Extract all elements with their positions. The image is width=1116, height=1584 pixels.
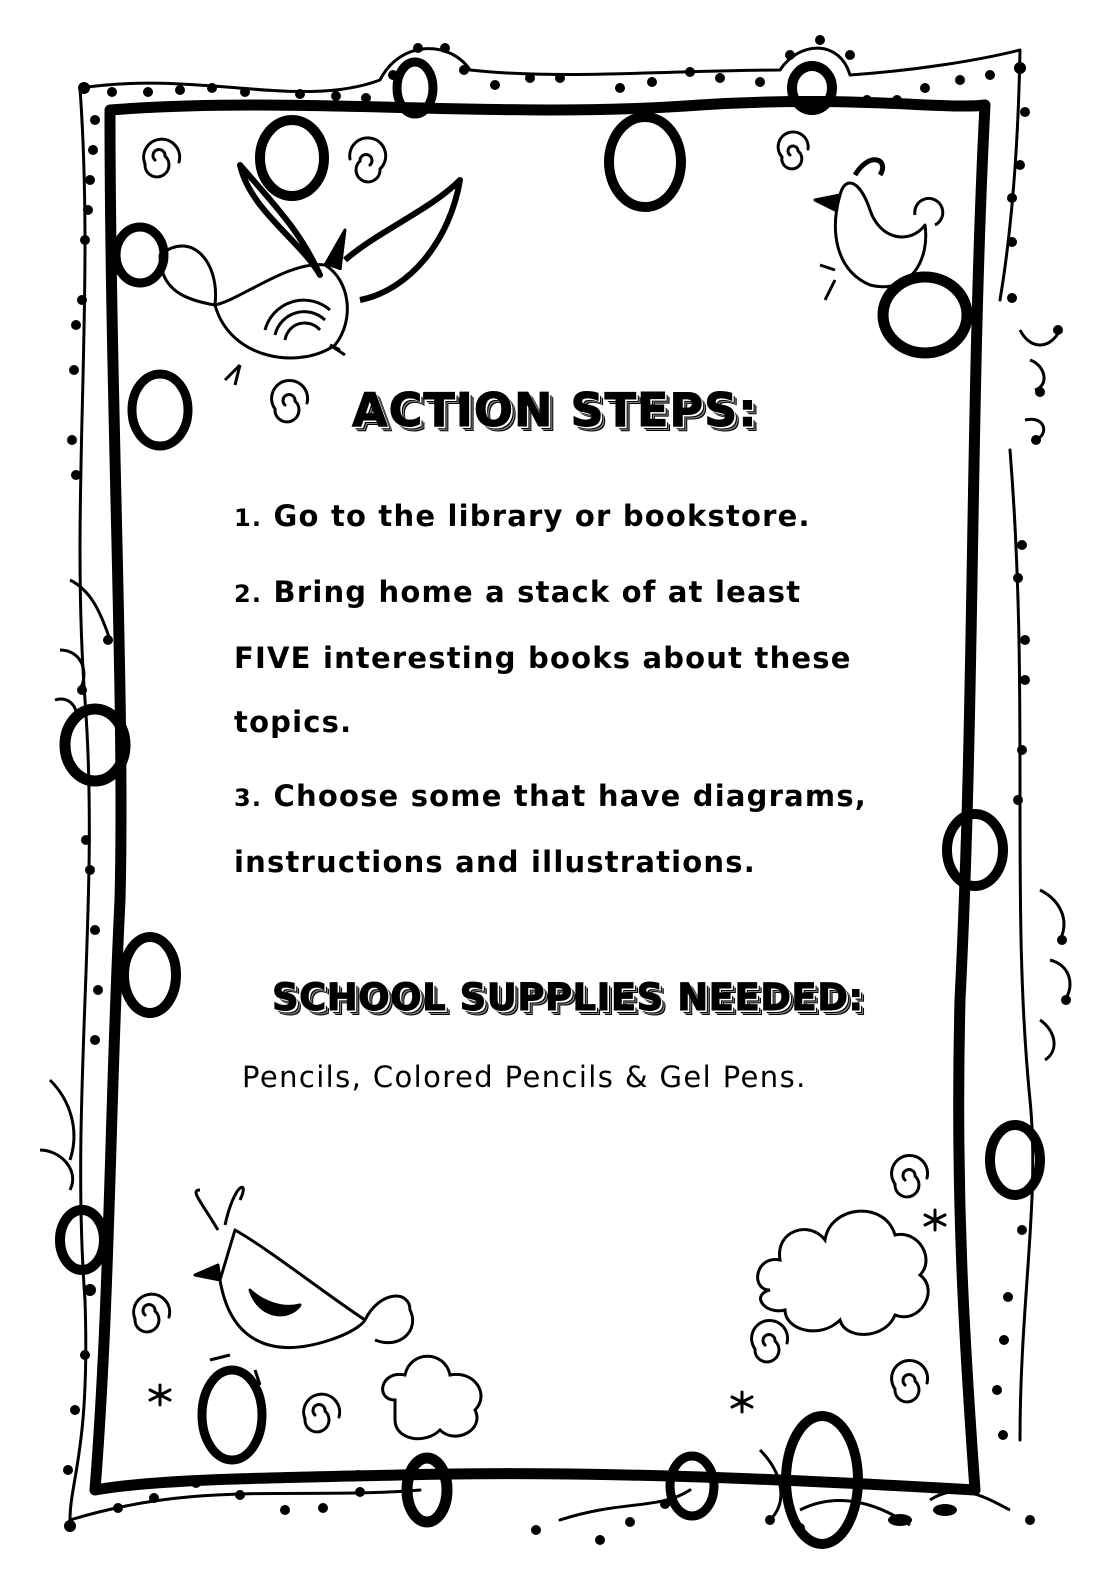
action-step	[234, 764, 874, 894]
step-number: 1.	[234, 504, 263, 532]
action-steps-heading: ACTION STEPS:	[352, 383, 758, 437]
school-supplies-heading: SCHOOL SUPPLIES NEEDED:	[272, 976, 864, 1019]
action-steps-list	[234, 484, 874, 904]
action-step	[234, 560, 874, 754]
step-text: Bring home a stack of at least FIVE interesting books about these topics.	[234, 575, 852, 739]
action-step	[234, 484, 874, 550]
school-supplies-list: Pencils, Colored Pencils & Gel Pens.	[242, 1060, 807, 1094]
step-number: 3.	[234, 784, 263, 812]
step-text: Go to the library or bookstore.	[273, 499, 811, 533]
step-number: 2.	[234, 580, 263, 608]
step-text: Choose some that have diagrams, instructions and illustrations.	[234, 779, 867, 879]
